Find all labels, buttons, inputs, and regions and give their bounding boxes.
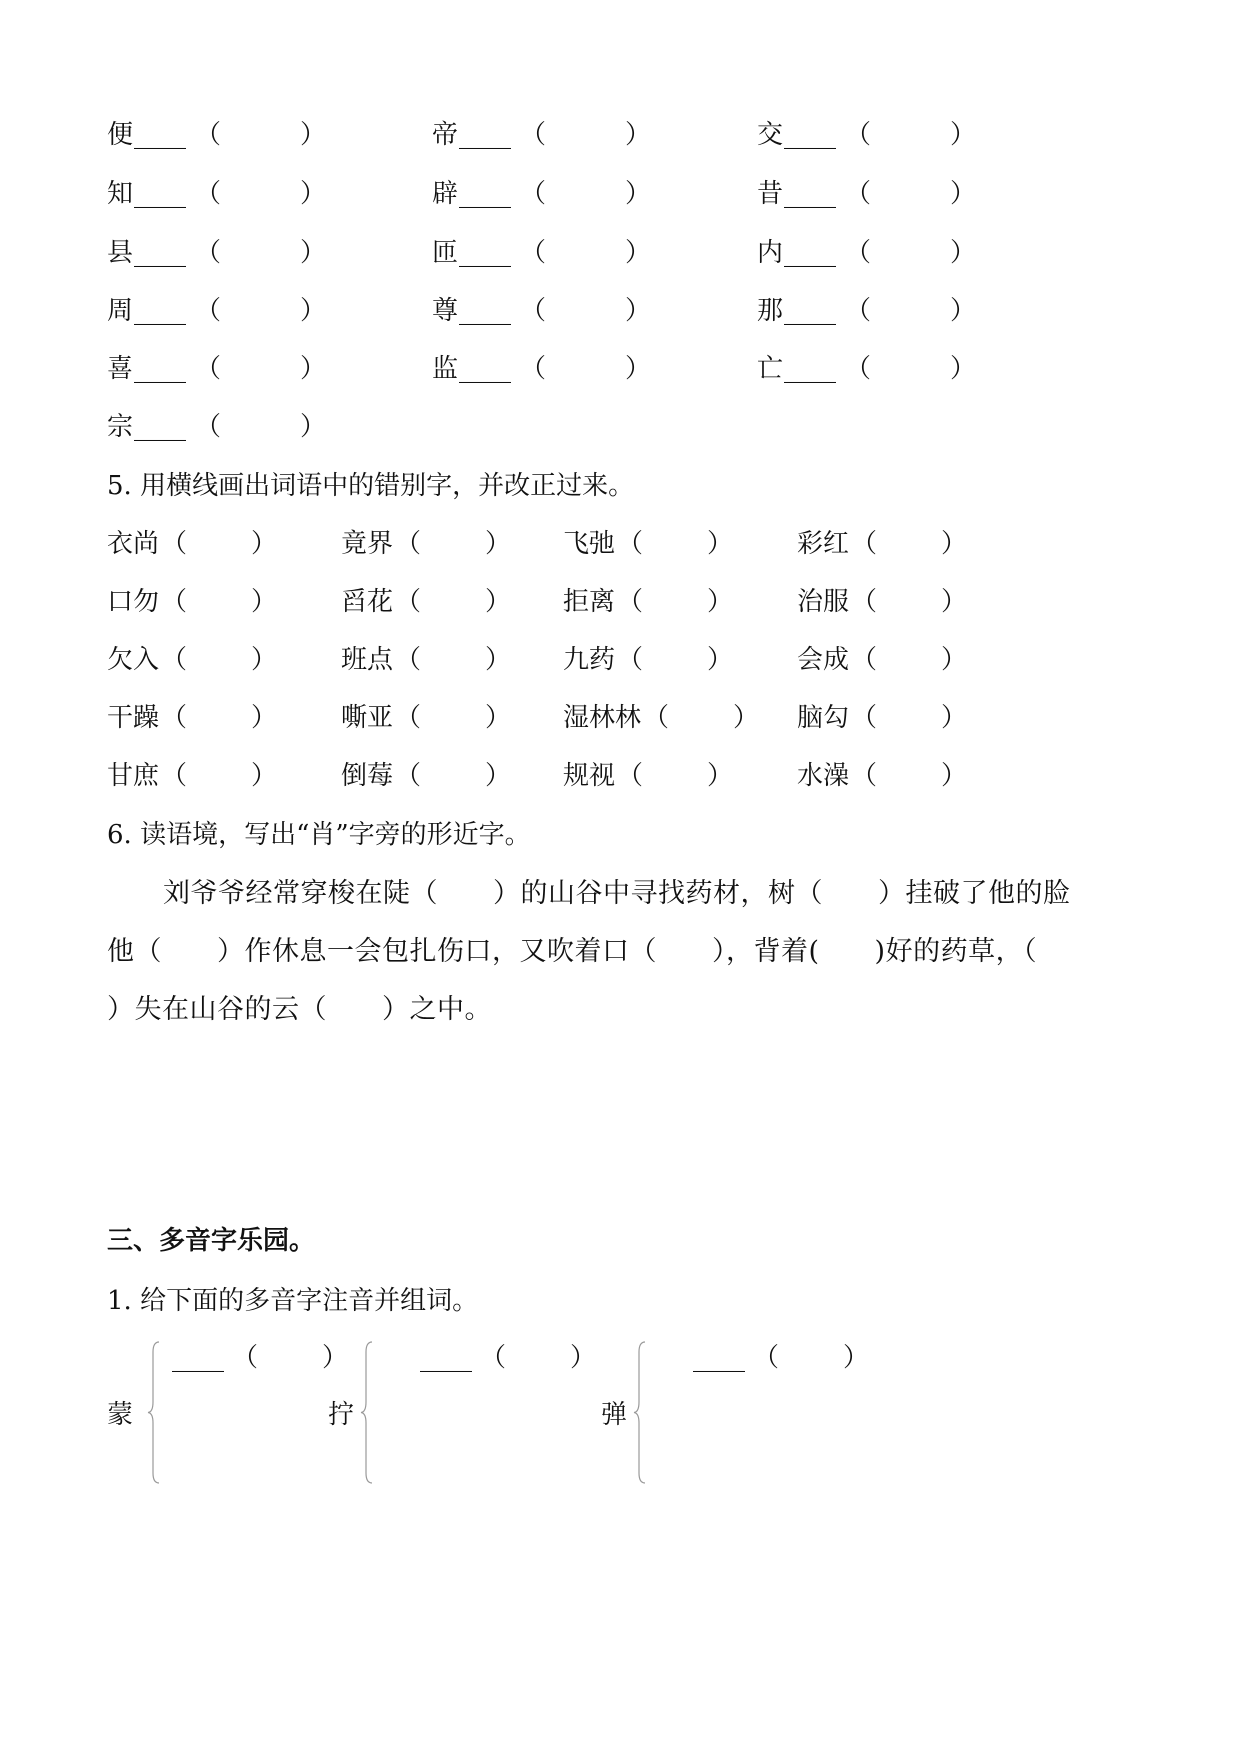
grid-char: 宗 [107, 412, 134, 442]
open-paren: （ [851, 761, 878, 791]
section-3-q1-title: 1. 给下面的多音字注音并组词。 [107, 1286, 479, 1316]
close-paren: ） [300, 354, 327, 384]
close-paren: ） [707, 645, 734, 675]
close-paren: ） [941, 761, 968, 791]
open-paren: （ [195, 412, 222, 442]
wrong-word: 衣尚 [107, 529, 160, 559]
context-line: 他（ ）作休息一会包扎伤口，又吹着口（ ），背着( )好的药草，（ [107, 936, 1038, 967]
close-paren: ） [251, 587, 278, 617]
open-paren: （ [395, 645, 422, 675]
close-paren: ） [485, 529, 512, 559]
open-paren: （ [617, 645, 644, 675]
open-paren: （ [845, 238, 872, 268]
close-paren: ） [707, 529, 734, 559]
pinyin-blank: ____ [459, 120, 511, 150]
wrong-word: 湿林林 [563, 703, 642, 733]
open-paren: （ [395, 587, 422, 617]
section-3-heading: 三、多音字乐园。 [107, 1226, 316, 1256]
close-paren: ） [950, 120, 977, 150]
wrong-word: 脑勾 [797, 703, 850, 733]
wrong-word: 倒莓 [341, 761, 394, 791]
close-paren: ） [941, 529, 968, 559]
wrong-word: 欠入 [107, 645, 160, 675]
pinyin-blank: ____ [459, 179, 511, 209]
pinyin-blank: ____ [134, 354, 186, 384]
pinyin-blank: ____ [134, 238, 186, 268]
close-paren: ） [707, 587, 734, 617]
wrong-word: 舀花 [341, 587, 394, 617]
close-paren: ） [251, 645, 278, 675]
open-paren: （ [480, 1343, 507, 1373]
open-paren: （ [851, 703, 878, 733]
open-paren: （ [195, 238, 222, 268]
grid-char: 昔 [757, 179, 784, 209]
close-paren: ） [300, 412, 327, 442]
polyphone-char: 拧 [328, 1400, 355, 1430]
grid-char: 匝 [432, 238, 459, 268]
open-paren: （ [161, 529, 188, 559]
close-paren: ） [300, 179, 327, 209]
close-paren: ） [300, 296, 327, 326]
polyphone-char: 蒙 [107, 1400, 134, 1430]
wrong-word: 干躁 [107, 703, 160, 733]
close-paren: ） [251, 529, 278, 559]
grid-char: 亡 [757, 354, 784, 384]
pinyin-blank: ____ [693, 1343, 745, 1373]
open-paren: （ [195, 296, 222, 326]
open-paren: （ [195, 179, 222, 209]
open-paren: （ [161, 761, 188, 791]
close-paren: ） [950, 179, 977, 209]
grid-char: 那 [757, 296, 784, 326]
wrong-word: 规视 [563, 761, 616, 791]
wrong-word: 水澡 [797, 761, 850, 791]
pinyin-blank: ____ [420, 1343, 472, 1373]
grid-char: 便 [107, 120, 134, 150]
pinyin-blank: ____ [784, 120, 836, 150]
polyphone-char: 弹 [601, 1400, 628, 1430]
pinyin-blank: ____ [459, 238, 511, 268]
open-paren: （ [195, 120, 222, 150]
close-paren: ） [625, 354, 652, 384]
open-paren: （ [520, 179, 547, 209]
close-paren: ） [843, 1343, 870, 1373]
open-paren: （ [851, 529, 878, 559]
wrong-word: 甘庶 [107, 761, 160, 791]
open-paren: （ [753, 1343, 780, 1373]
pinyin-blank: ____ [784, 354, 836, 384]
wrong-word: 飞弛 [563, 529, 616, 559]
open-paren: （ [617, 529, 644, 559]
open-paren: （ [851, 587, 878, 617]
open-paren: （ [520, 296, 547, 326]
open-paren: （ [161, 703, 188, 733]
grid-char: 交 [757, 120, 784, 150]
pinyin-blank: ____ [459, 296, 511, 326]
question-5-title: 5. 用横线画出词语中的错别字，并改正过来。 [107, 471, 635, 501]
open-paren: （ [643, 703, 670, 733]
open-paren: （ [520, 238, 547, 268]
close-paren: ） [733, 703, 760, 733]
open-paren: （ [395, 703, 422, 733]
close-paren: ） [485, 703, 512, 733]
open-paren: （ [161, 587, 188, 617]
grid-char: 尊 [432, 296, 459, 326]
context-line: ）失在山谷的云（ ）之中。 [107, 994, 492, 1025]
close-paren: ） [570, 1343, 597, 1373]
pinyin-blank: ____ [784, 179, 836, 209]
close-paren: ） [941, 587, 968, 617]
wrong-word: 口勿 [107, 587, 160, 617]
curly-brace-icon [147, 1340, 161, 1485]
wrong-word: 彩红 [797, 529, 850, 559]
close-paren: ） [322, 1343, 349, 1373]
question-6-title: 6. 读语境，写出“肖”字旁的形近字。 [107, 820, 531, 850]
close-paren: ） [625, 120, 652, 150]
open-paren: （ [161, 645, 188, 675]
open-paren: （ [520, 120, 547, 150]
close-paren: ） [485, 645, 512, 675]
close-paren: ） [950, 238, 977, 268]
close-paren: ） [941, 645, 968, 675]
wrong-word: 拒离 [563, 587, 616, 617]
open-paren: （ [845, 120, 872, 150]
grid-char: 内 [757, 238, 784, 268]
grid-char: 帝 [432, 120, 459, 150]
close-paren: ） [941, 703, 968, 733]
open-paren: （ [851, 645, 878, 675]
open-paren: （ [845, 296, 872, 326]
grid-char: 监 [432, 354, 459, 384]
wrong-word: 治服 [797, 587, 850, 617]
close-paren: ） [625, 296, 652, 326]
pinyin-blank: ____ [134, 120, 186, 150]
grid-char: 辟 [432, 179, 459, 209]
open-paren: （ [845, 179, 872, 209]
pinyin-blank: ____ [172, 1343, 224, 1373]
close-paren: ） [950, 296, 977, 326]
curly-brace-icon [360, 1340, 374, 1485]
open-paren: （ [617, 587, 644, 617]
close-paren: ） [625, 238, 652, 268]
grid-char: 周 [107, 296, 134, 326]
open-paren: （ [395, 761, 422, 791]
wrong-word: 九药 [563, 645, 616, 675]
curly-brace-icon [633, 1340, 647, 1485]
grid-char: 知 [107, 179, 134, 209]
open-paren: （ [195, 354, 222, 384]
close-paren: ） [300, 238, 327, 268]
close-paren: ） [251, 761, 278, 791]
close-paren: ） [707, 761, 734, 791]
close-paren: ） [485, 587, 512, 617]
wrong-word: 竟界 [341, 529, 394, 559]
grid-char: 喜 [107, 354, 134, 384]
pinyin-blank: ____ [134, 412, 186, 442]
open-paren: （ [520, 354, 547, 384]
close-paren: ） [950, 354, 977, 384]
pinyin-blank: ____ [134, 179, 186, 209]
close-paren: ） [300, 120, 327, 150]
context-line: 刘爷爷经常穿梭在陡（ ）的山谷中寻找药材，树（ ）挂破了他的脸 [163, 878, 1071, 909]
open-paren: （ [845, 354, 872, 384]
pinyin-blank: ____ [134, 296, 186, 326]
open-paren: （ [232, 1343, 259, 1373]
open-paren: （ [617, 761, 644, 791]
close-paren: ） [251, 703, 278, 733]
pinyin-blank: ____ [784, 238, 836, 268]
wrong-word: 班点 [341, 645, 394, 675]
close-paren: ） [485, 761, 512, 791]
close-paren: ） [625, 179, 652, 209]
wrong-word: 会成 [797, 645, 850, 675]
grid-char: 县 [107, 238, 134, 268]
pinyin-blank: ____ [459, 354, 511, 384]
pinyin-blank: ____ [784, 296, 836, 326]
open-paren: （ [395, 529, 422, 559]
wrong-word: 嘶亚 [341, 703, 394, 733]
